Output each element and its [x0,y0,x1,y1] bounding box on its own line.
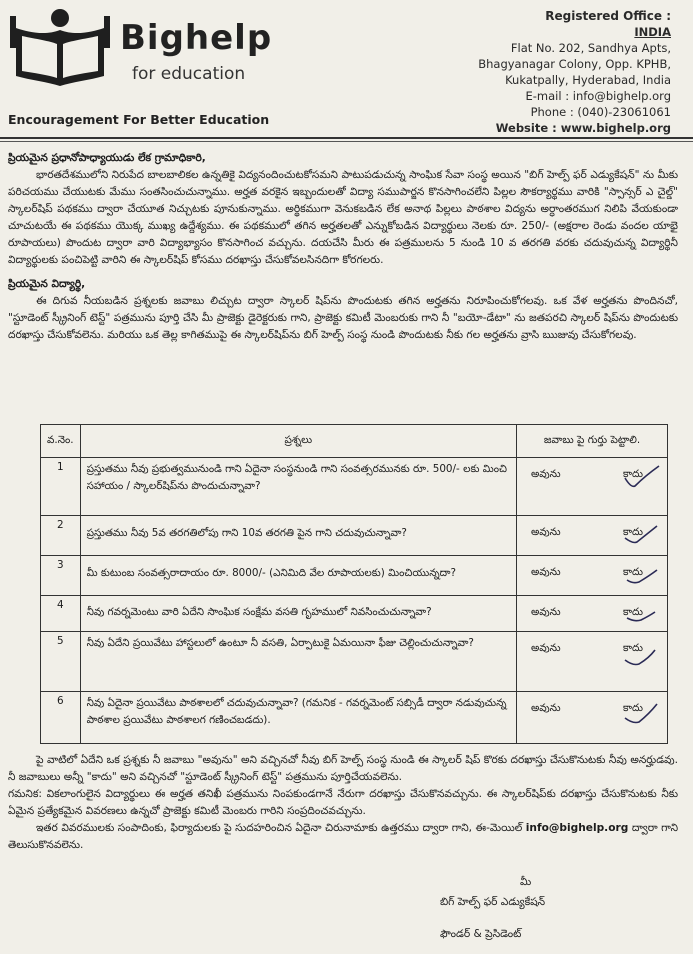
answer-no-option[interactable]: కాదు [623,526,643,538]
handwritten-tick-icon [621,600,661,630]
handwritten-tick-icon [621,462,661,492]
answer-yes-option[interactable]: అవును [531,642,561,654]
note-paragraph: గమనిక: వికలాంగులైన విద్యార్థులు ఈ అర్హత తనిఖీ పత్రమును నింపకుండగానే నేరుగా దరఖాస్తు చేసుకొనవచ్చును. ఈ స్కాలర్‌షిప్‌కు దరఖాస్తు చేసుకొనుటకు నీకు ఏమైన ప్రత్యేకమైన వివరణలు ఉన్నచో ప్రాజెక్టు కమిటీ మెంబరు గారిని సంప్రదించవచ్చును. [8,788,678,817]
answer-cell [517,556,668,596]
answer-cell [517,458,668,516]
handwritten-tick-icon [621,520,661,550]
contact-email-link[interactable]: info@bighelp.org [525,822,629,834]
letterhead [0,0,693,140]
sign-yours: మీ [520,876,532,888]
contact-tail: ద్వారా గాని తెలుసుకొనవలెను. [8,822,679,851]
row-question: నీవు గవర్నమెంటు వారి ఏదేని సాంఘిక సంక్షేమ వసతి గృహములో నివసించుచున్నావా? [80,596,516,632]
column-header-answer: జవాబు పై గుర్తు పెట్టాలి. [517,425,668,458]
registered-office [478,8,671,136]
closing-section [8,752,678,854]
ineligibility-paragraph: పై వాటిలో ఏదేని ఒక ప్రశ్నకు నీ జవాబు "అవును" అని వచ్చినచో నీవు బిగ్ హెల్ప్ సంస్థ నుండి ఈ స్కాలర్ షిప్ కొరకు దరఖాస్తు చేసుకొనుటకు నీవు అనర్హుడవు. నీ జవాబులు అన్నీ "కాదు" అని వచ్చినచో "స్టూడెంట్ స్క్రీనింగ్ టెస్ట్" పత్రమును పూర్తిచేయవలెను. [8,754,678,783]
office-website: Website : www.bighelp.org [495,121,671,135]
contact-paragraph [8,820,678,854]
office-country: INDIA [634,25,671,39]
table-row [41,596,668,632]
sign-organization: బిగ్ హెల్ప్ ఫర్ ఎడ్యుకేషన్ [440,896,546,908]
tagline: Encouragement For Better Education [8,112,270,127]
answer-no-option[interactable]: కాదు [623,702,643,714]
intro-paragraph: భారతదేశములోని నిరుపేద బాలబాలికల ఉన్నతికై విద్యనందించుటకోసమని పాటుపడుచున్న సాంఘిక సేవా సంస్థ అయిన "బిగ్ హెల్ప్ ఫర్ ఎడ్యుకేషన్" ను మీకు పరిచయము చేయుటకు మేము సంతసించుచున్నాము. అర్హత వరకైన ఇబ్బందులతో విద్యా సముపార్జన కొనసాగించలేని పిల్లల సౌకర్యార్థము వారికి "స్పాన్సర్ ఎ చైల్డ్" స్కాలర్‌షిప్ పథకము ద్వారా చేయూత నిచ్చుటకు పూనుకున్నాము. అర్థికముగా వెనుకబడిన లేక అనాథ పిల్లలు పాఠశాల విద్యను అర్ధాంతరముగ నిలిపి వేయకుండా చూచుటయే ఈ పథకము యొక్క ముఖ్య ఉద్దేశ్యము. ఈ పథకములో తగిన అర్హతలతో ఎన్నుకోబడిన విద్యార్థులు నెలకు రూ. 250/- (అక్షరాల రెండు వందల యాభై రూపాయలు) పొందుట ద్వారా వారి విద్యాభ్యాసం కొనసాగించ వచ్చును. దయచేసి మీరు ఈ పత్రములను 5 నుండి 10 వ తరగతి వరకు చదువుచున్న విద్యార్థినీ విద్యార్థులకు పంచిపెట్టి వారిని ఈ స్కాలర్‌షిప్ కోసము దరఖాస్తు చేసుకోవలసినదిగా కోరగలరు. [8,169,678,266]
table-row [41,458,668,516]
office-heading: Registered Office : [545,9,671,23]
row-number: 4 [41,596,81,632]
table-row [41,632,668,692]
brand-name: Bighelp [120,18,273,58]
brand-subtitle: for education [132,64,246,84]
office-phone: Phone : (040)-23061061 [530,105,671,119]
sign-title: ఫౌండర్ & ప్రెసిడెంట్ [440,928,522,940]
office-address-line: Flat No. 202, Sandhya Apts, [510,41,671,55]
answer-yes-option[interactable]: అవును [531,526,561,538]
student-paragraph: ఈ దిగువ నీయబడిన ప్రశ్నలకు జవాబు లిచ్చుట ద్వారా స్కాలర్ షిప్‌ను పొందుటకు తగిన అర్హతను నిరూపించుకోగలవు. ఒక వేళ అర్హతను పొందినచో, "స్టూడెంట్ స్క్రీనింగ్ టెస్ట్" పత్రమును పూర్తి చేసి మీ ప్రాజెక్టు డైరెక్టరుకు గాని, ప్రాజెక్టు కమిటీ మెంబరుకు గాని నీ "బయో-డేటా" ను జతపరచి స్కాలర్ షిప్‌ను పొందుటకు దరఖాస్తు చేసుకోవలెను. మరియు ఒక తెల్ల కాగితముపై ఈ స్కాలర్‌షిప్‌ను బిగ్ హెల్ప్ సంస్థ నుండి పొందుటకు నీకు గల అర్హతను వ్రాసి ఋజువు చేసుకోగలవు. [8,295,678,341]
handwritten-tick-icon [621,696,661,730]
salutation-student: ప్రియమైన విద్యార్థి, [8,278,86,290]
answer-cell [517,516,668,556]
answer-cell [517,596,668,632]
row-number: 2 [41,516,81,556]
answer-yes-option[interactable]: అవును [531,468,561,480]
answer-cell [517,692,668,744]
table-header-row [41,425,668,458]
office-address-line: Bhagyanagar Colony, Opp. KPHB, [478,57,671,71]
row-number: 5 [41,632,81,692]
eligibility-table [40,424,668,744]
office-email: E-mail : info@bighelp.org [525,89,671,103]
answer-no-option[interactable]: కాదు [623,606,643,618]
table-row [41,692,668,744]
handwritten-tick-icon [621,560,661,590]
table-row [41,556,668,596]
row-number: 3 [41,556,81,596]
letter-body [8,150,678,344]
salutation-headmaster: ప్రియమైన ప్రధానోపాధ్యాయుడు లేక గ్రామాధికారి, [8,152,206,164]
row-question: మీ కుటుంబ సంవత్సరాదాయం రూ. 8000/- (ఎనిమిది వేల రూపాయలకు) మించియున్నదా? [80,556,516,596]
row-question: నీవు ఏదేని ప్రయివేటు హాస్టలులో ఉంటూ నీ వసతి, ఏర్పాటుకై ఏమయినా ఫీజు చెల్లించుచున్నావా? [80,632,516,692]
header-divider [0,137,693,139]
answer-no-option[interactable]: కాదు [623,566,643,578]
row-question: నీవు ఏదైనా ప్రయివేటు పాఠశాలలో చదువుచున్నావా? (గమనిక - గవర్నమెంట్ సబ్సిడీ ద్వారా నడువుచున్న పాఠశాల ప్రయివేటు పాఠశాలగ గణించబడదు). [80,692,516,744]
contact-text: ఇతర వివరములకు సంపాదింకు, ఫిర్యాదులకు పై సుదహరించిన ఏదైనా చిరునామాకు ఉత్తరము ద్వారా గాని, ఈ-మెయిల్ [36,822,523,834]
row-number: 6 [41,692,81,744]
answer-yes-option[interactable]: అవును [531,702,561,714]
answer-yes-option[interactable]: అవును [531,566,561,578]
answer-no-option[interactable]: కాదు [623,642,643,654]
answer-no-option[interactable]: కాదు [623,468,643,480]
signature-block [440,872,545,944]
book-reader-logo-icon [10,6,110,88]
row-question: ప్రస్తుతము నీవు ప్రభుత్వమునుండి గాని ఏదైనా సంస్థనుండి గాని సంవత్సరమునకు రూ. 500/- లకు మించి సహాయం / స్కాలర్‌షిప్‌ను పొందుచున్నావా? [80,458,516,516]
office-address-line: Kukatpally, Hyderabad, India [505,73,671,87]
column-header-question: ప్రశ్నలు [80,425,516,458]
row-number: 1 [41,458,81,516]
table-row [41,516,668,556]
column-header-number: వ.నెం. [41,425,81,458]
answer-cell [517,632,668,692]
handwritten-tick-icon [621,636,661,670]
answer-yes-option[interactable]: అవును [531,606,561,618]
row-question: ప్రస్తుతము నీవు 5వ తరగతిలోపు గాని 10వ తరగతి పైన గాని చదువుచున్నావా? [80,516,516,556]
header-divider-thin [0,141,693,142]
